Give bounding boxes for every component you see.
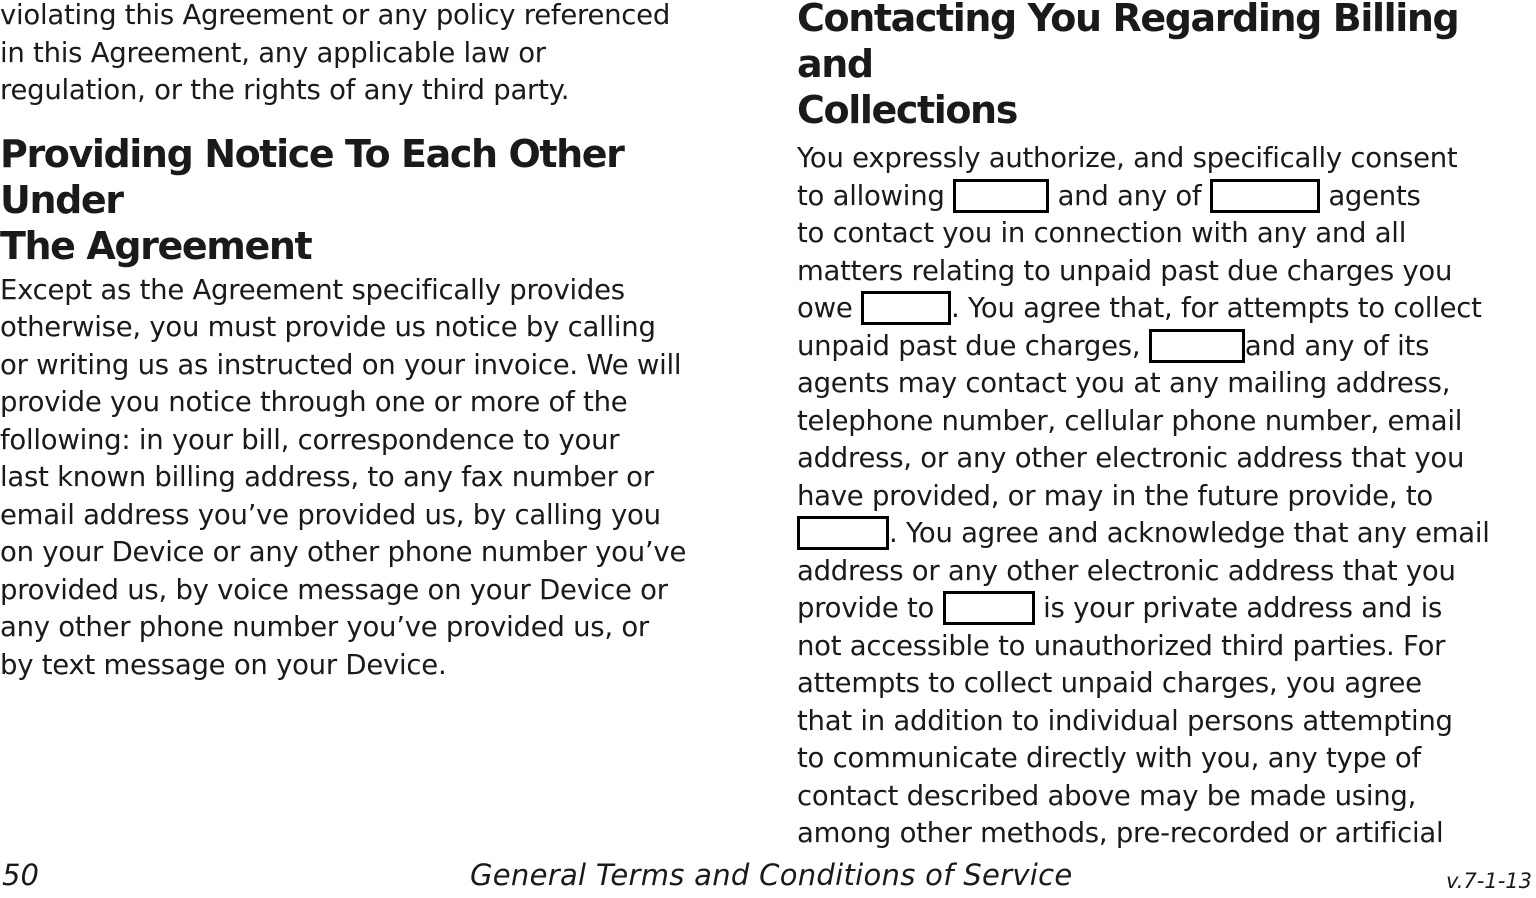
text-segment: . You agree that, for attempts to collect unpaid past due charges, xyxy=(797,292,1482,362)
right-column xyxy=(797,0,1536,853)
page-number: 50 xyxy=(2,858,39,892)
notice-paragraph: Except as the Agreement specifically provides otherwise, you must provide us notice by calling or writing us as instructed on your invoice. We will provide you notice through one or more of the following: in your bill, correspondence to your last known billing address, to any fax number or email address you’ve provided us, by calling you on your Device or any other phone number you’ve provided us, by voice message on your Device or any other phone number you’ve provided us, or by text message on your Device. xyxy=(0,273,687,681)
billing-paragraph xyxy=(797,140,1536,853)
redaction-box xyxy=(953,179,1049,213)
text-segment: . You agree and acknowledge that any email address or any other electronic address that you provide to xyxy=(797,517,1490,624)
version-label: v.7-1-13 xyxy=(1446,869,1532,893)
text-segment: and any of its agents may contact you at any mailing address, telephone number, cellular phone number, email address, or any other electronic address that you have provided, or may in the future provide, to xyxy=(797,329,1465,512)
left-column xyxy=(0,0,745,684)
text-segment: You expressly authorize, and specifically consent to allowing xyxy=(797,142,1458,212)
redaction-box xyxy=(1210,179,1320,213)
document-title: General Terms and Conditions of Service xyxy=(470,858,1073,892)
text-segment: and any of xyxy=(1049,179,1210,212)
redaction-box xyxy=(797,516,889,550)
redaction-box xyxy=(1149,329,1245,363)
section-heading-billing: Contacting You Regarding Billing and Collections xyxy=(797,0,1459,132)
page-footer xyxy=(0,858,1536,892)
text-segment: agents to contact you in connection with any and all matters relating to unpaid past due charges you owe xyxy=(797,179,1453,324)
text-segment: is your private address and is not accessible to unauthorized third parties. For attempts to collect unpaid charges, you agree that in addition to individual persons attempting to communicate directly with you, any type of contact described above may be made using, among other methods, pre-recorded or artificial xyxy=(797,592,1453,849)
section-heading-notice: Providing Notice To Each Other Under The Agreement xyxy=(0,131,624,268)
intro-paragraph: violating this Agreement or any policy referenced in this Agreement, any applicable law or regulation, or the rights of any third party. xyxy=(0,0,671,106)
redaction-box xyxy=(943,591,1035,625)
redaction-box xyxy=(861,291,951,325)
